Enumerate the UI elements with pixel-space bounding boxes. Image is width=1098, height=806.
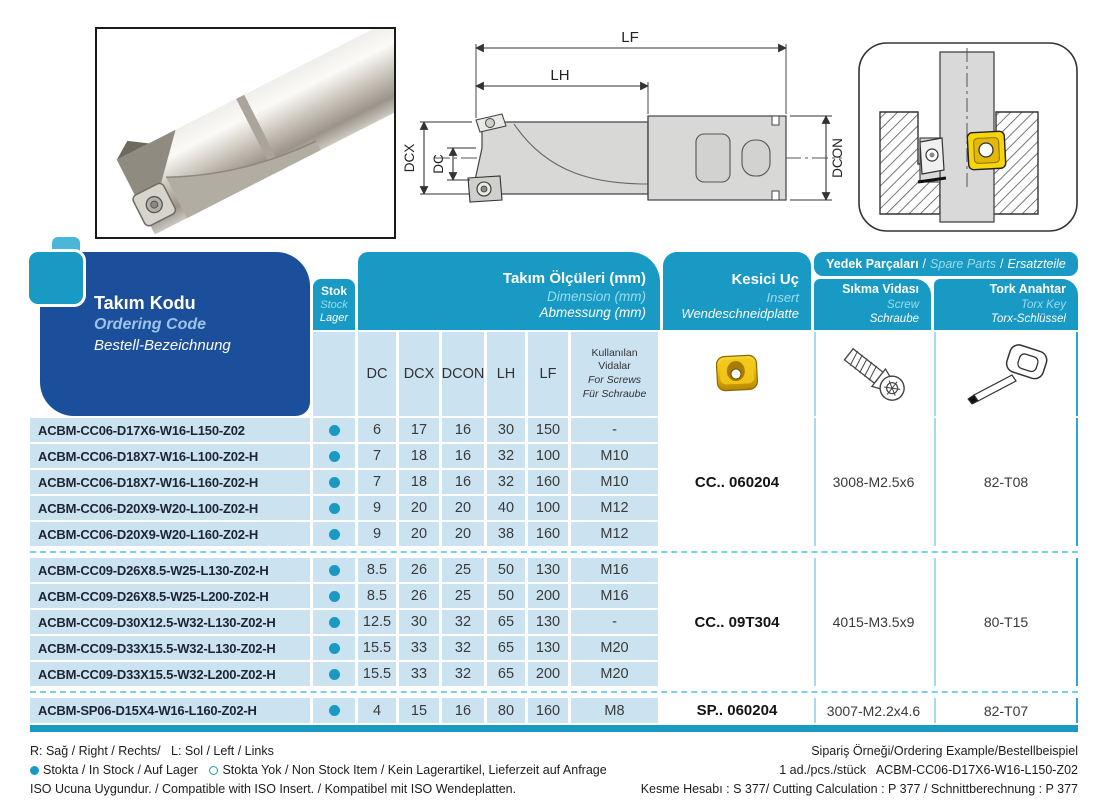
dcx-cell: 18	[399, 444, 439, 468]
stock-legend: Stokta / In Stock / Auf Lager Stokta Yok / Non Stock Item / Kein Lagerartikel, Lieferzeit auf Anfrage	[30, 761, 607, 780]
screws-cell: M12	[571, 496, 658, 520]
insert-image	[709, 351, 765, 397]
lh-cell: 30	[487, 418, 525, 442]
screw-value-group3: 3007-M2.2x4.6	[814, 698, 931, 723]
lf-cell: 100	[528, 444, 568, 468]
dcx-cell: 33	[399, 662, 439, 686]
stock-cell	[313, 444, 355, 468]
insert-value-group2: CC.. 09T304	[663, 558, 811, 686]
torx-value-group3: 82-T07	[934, 698, 1078, 723]
product-photo	[95, 27, 396, 239]
stock-dot-icon	[329, 591, 340, 602]
dc-cell: 9	[358, 522, 396, 546]
dcon-cell: 20	[442, 522, 484, 546]
direction-legend: R: Sağ / Right / Rechts/ L: Sol / Left / Links	[30, 744, 274, 758]
ordering-code-cell: ACBM-CC09-D26X8.5-W25-L130-Z02-H	[30, 558, 310, 582]
stock-dot-icon	[329, 643, 340, 654]
insert-value-group3: SP.. 060204	[663, 698, 811, 723]
dcon-cell: 25	[442, 558, 484, 582]
stock-subcell	[313, 332, 355, 416]
lf-cell: 200	[528, 662, 568, 686]
ordering-code-cell: ACBM-CC09-D30X12.5-W32-L130-Z02-H	[30, 610, 310, 634]
stock-cell	[313, 470, 355, 494]
ordering-table	[30, 252, 1078, 732]
stock-cell	[313, 584, 355, 608]
insert-column-header: Kesici Uç Insert Wendeschneidplatte	[663, 252, 811, 330]
dcx-cell: 15	[399, 698, 439, 723]
col-label-dcon: DCON	[442, 332, 484, 416]
ordering-example-title: Sipariş Örneği/Ordering Example/Bestellbeispiel	[811, 744, 1078, 758]
screws-cell: M10	[571, 444, 658, 468]
screw-image	[834, 341, 914, 407]
stock-cell	[313, 698, 355, 723]
rows-grid	[30, 418, 658, 723]
col-label-screws: Kullanılan Vidalar For Screws Für Schraube	[571, 332, 658, 416]
header-en: Ordering Code	[94, 316, 207, 334]
screw-image-cell	[814, 332, 931, 416]
stock-dot-icon	[329, 565, 340, 576]
screws-cell: M20	[571, 662, 658, 686]
torx-key-image	[963, 342, 1049, 406]
stock-cell	[313, 636, 355, 660]
screw-column-header: Sıkma Vidası Screw Schraube	[814, 279, 931, 330]
cutting-calculation-note: Kesme Hesabı : S 377/ Cutting Calculation : P 377 / Schnittberechnung : P 377	[640, 781, 1078, 796]
dc-cell: 15.5	[358, 662, 396, 686]
iso-note: ISO Ucuna Uygundur. / Compatible with ISO Insert. / Kompatibel mit ISO Wendeplatten.	[30, 781, 517, 796]
lf-cell: 160	[528, 470, 568, 494]
footnotes-right	[641, 742, 1078, 798]
svg-text:LH: LH	[550, 67, 570, 84]
footnotes-left	[30, 742, 607, 798]
dcon-cell: 32	[442, 662, 484, 686]
ordering-example-line: 1 ad./pcs./stück ACBM-CC06-D17X6-W16-L150-Z02	[779, 762, 1078, 777]
stock-dot-icon	[329, 477, 340, 488]
lh-cell: 65	[487, 610, 525, 634]
stock-dot-icon	[329, 451, 340, 462]
stock-dot-icon	[329, 529, 340, 540]
col-label-lf: LF	[528, 332, 568, 416]
lh-cell: 65	[487, 636, 525, 660]
table-body	[30, 418, 1078, 723]
dcx-cell: 26	[399, 558, 439, 582]
page-tab-icon	[26, 249, 86, 307]
footnotes	[30, 742, 1078, 798]
dcon-cell: 32	[442, 636, 484, 660]
dcon-cell: 16	[442, 444, 484, 468]
dcx-cell: 20	[399, 522, 439, 546]
dcx-cell: 18	[399, 470, 439, 494]
dc-cell: 8.5	[358, 558, 396, 582]
stock-cell	[313, 558, 355, 582]
insert-image-cell	[663, 332, 811, 416]
stock-cell	[313, 496, 355, 520]
lh-cell: 38	[487, 522, 525, 546]
header-de: Bestell-Bezeichnung	[94, 337, 231, 355]
ordering-code-cell: ACBM-CC06-D18X7-W16-L160-Z02-H	[30, 470, 310, 494]
svg-text:DC: DC	[431, 154, 446, 174]
ordering-code-cell: ACBM-CC09-D26X8.5-W25-L200-Z02-H	[30, 584, 310, 608]
torx-image-cell	[934, 332, 1078, 416]
dc-cell: 12.5	[358, 610, 396, 634]
lh-cell: 40	[487, 496, 525, 520]
dcon-cell: 16	[442, 418, 484, 442]
table-bottom-bar	[30, 725, 1078, 732]
stock-dot-icon	[329, 617, 340, 628]
spare-parts-header: Yedek Parçaları / Spare Parts / Ersatzteile	[814, 252, 1078, 276]
stock-cell	[313, 610, 355, 634]
lf-cell: 200	[528, 584, 568, 608]
ordering-code-cell: ACBM-CC09-D33X15.5-W32-L200-Z02-H	[30, 662, 310, 686]
screws-cell: M20	[571, 636, 658, 660]
header-tr: Takım Kodu	[94, 293, 196, 313]
torx-value-group2: 80-T15	[934, 558, 1078, 686]
lf-cell: 160	[528, 698, 568, 723]
stock-column-header: Stok Stock Lager	[313, 279, 355, 330]
ordering-code-cell: ACBM-CC06-D18X7-W16-L100-Z02-H	[30, 444, 310, 468]
in-stock-dot-icon	[30, 766, 39, 775]
lf-cell: 130	[528, 610, 568, 634]
screws-cell: M16	[571, 558, 658, 582]
ordering-code-cell: ACBM-CC06-D17X6-W16-L150-Z02	[30, 418, 310, 442]
dc-cell: 9	[358, 496, 396, 520]
lf-cell: 100	[528, 496, 568, 520]
stock-dot-icon	[329, 503, 340, 514]
ordering-code-cell: ACBM-CC06-D20X9-W20-L100-Z02-H	[30, 496, 310, 520]
lf-cell: 160	[528, 522, 568, 546]
svg-text:LF: LF	[621, 29, 639, 46]
lh-cell: 80	[487, 698, 525, 723]
dc-cell: 8.5	[358, 584, 396, 608]
stock-dot-icon	[329, 705, 340, 716]
ordering-code-cell: ACBM-CC06-D20X9-W20-L160-Z02-H	[30, 522, 310, 546]
dc-cell: 7	[358, 470, 396, 494]
dcon-cell: 20	[442, 496, 484, 520]
dc-cell: 6	[358, 418, 396, 442]
dimension-drawing	[398, 28, 850, 242]
dimensions-header: Takım Ölçüleri (mm) Dimension (mm) Abmessung (mm)	[358, 252, 660, 330]
lh-cell: 50	[487, 584, 525, 608]
lf-cell: 150	[528, 418, 568, 442]
stock-dot-icon	[329, 425, 340, 436]
screw-value-group1: 3008-M2.5x6	[814, 418, 931, 546]
lh-cell: 32	[487, 470, 525, 494]
col-label-dc: DC	[358, 332, 396, 416]
insert-mounting-diagram	[856, 40, 1080, 234]
dc-cell: 15.5	[358, 636, 396, 660]
screws-cell: M12	[571, 522, 658, 546]
svg-text:DCON: DCON	[830, 138, 845, 178]
insert-value-group1: CC.. 060204	[663, 418, 811, 546]
group-divider	[30, 551, 1078, 553]
lf-cell: 130	[528, 558, 568, 582]
dcon-cell: 16	[442, 470, 484, 494]
col-label-dcx: DCX	[399, 332, 439, 416]
group-divider	[30, 691, 1078, 693]
dc-cell: 7	[358, 444, 396, 468]
lh-cell: 32	[487, 444, 525, 468]
stock-cell	[313, 522, 355, 546]
col-label-lh: LH	[487, 332, 525, 416]
screw-value-group2: 4015-M3.5x9	[814, 558, 931, 686]
non-stock-dot-icon	[209, 766, 218, 775]
screws-cell: M10	[571, 470, 658, 494]
dcon-cell: 32	[442, 610, 484, 634]
dcx-cell: 17	[399, 418, 439, 442]
dcon-cell: 25	[442, 584, 484, 608]
dcx-cell: 33	[399, 636, 439, 660]
product-photo-image	[97, 29, 394, 237]
dc-cell: 4	[358, 698, 396, 723]
lh-cell: 50	[487, 558, 525, 582]
screws-cell: -	[571, 418, 658, 442]
ordering-code-cell: ACBM-SP06-D15X4-W16-L160-Z02-H	[30, 698, 310, 723]
lh-cell: 65	[487, 662, 525, 686]
table-header	[30, 252, 1078, 416]
stock-cell	[313, 418, 355, 442]
lf-cell: 130	[528, 636, 568, 660]
screws-cell: -	[571, 610, 658, 634]
torx-key-column-header: Tork Anahtar Torx Key Torx-Schlüssel	[934, 279, 1078, 330]
stock-cell	[313, 662, 355, 686]
screws-cell: M16	[571, 584, 658, 608]
svg-text:DCX: DCX	[402, 143, 417, 173]
torx-value-group1: 82-T08	[934, 418, 1078, 546]
dcx-cell: 26	[399, 584, 439, 608]
ordering-code-cell: ACBM-CC09-D33X15.5-W32-L130-Z02-H	[30, 636, 310, 660]
dcx-cell: 30	[399, 610, 439, 634]
stock-dot-icon	[329, 669, 340, 680]
dcon-cell: 16	[442, 698, 484, 723]
dcx-cell: 20	[399, 496, 439, 520]
screws-cell: M8	[571, 698, 658, 723]
